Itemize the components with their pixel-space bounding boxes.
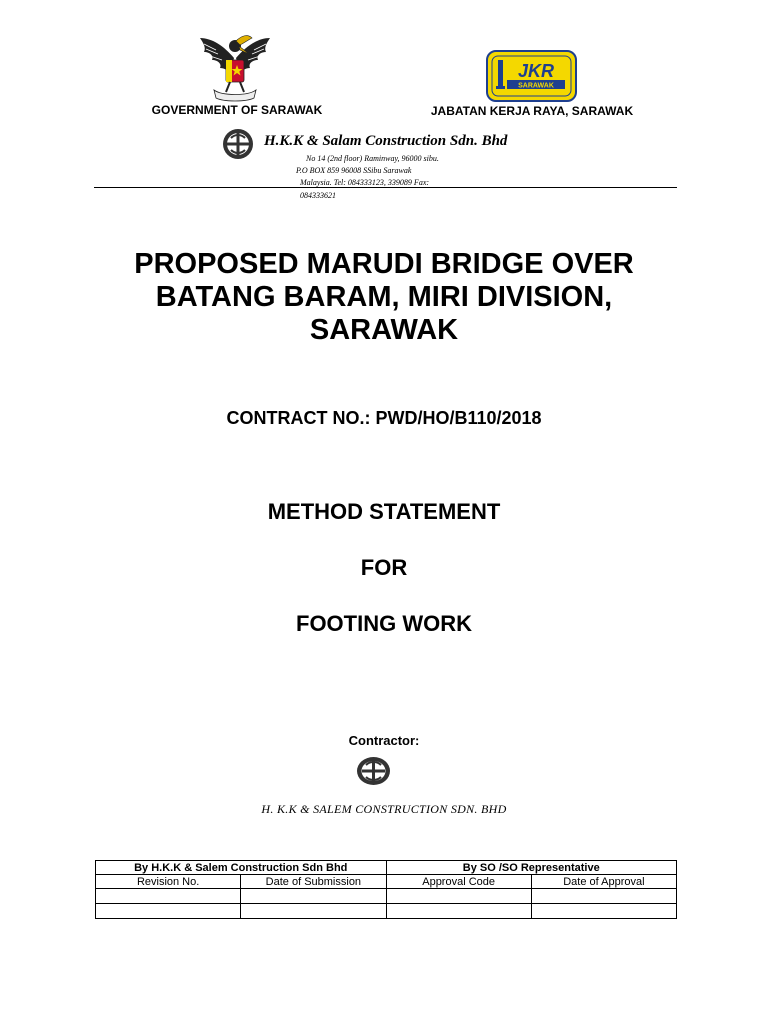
government-label: GOVERNMENT OF SARAWAK bbox=[151, 103, 323, 117]
column-header-submission-date: Date of Submission bbox=[241, 875, 386, 889]
company-name: H.K.K & Salam Construction Sdn. Bhd bbox=[264, 133, 508, 149]
project-title-line: BATANG BARAM, MIRI DIVISION, bbox=[155, 281, 613, 313]
header-divider bbox=[94, 187, 677, 188]
address-line: Malaysia. Tel: 084333123, 339089 Fax: bbox=[300, 178, 430, 187]
table-cell bbox=[386, 904, 531, 919]
table-group-row bbox=[96, 861, 677, 875]
address-line: No 14 (2nd floor) Raminway, 96000 sibu. bbox=[306, 154, 439, 163]
table-cell bbox=[241, 904, 386, 919]
table-cell bbox=[96, 889, 241, 904]
table-row bbox=[96, 889, 677, 904]
address-line: P.O BOX 859 96008 SSibu Sarawak bbox=[296, 166, 412, 175]
hkk-emblem-icon bbox=[356, 756, 391, 786]
sarawak-crest-icon bbox=[196, 32, 274, 102]
column-header-revision: Revision No. bbox=[96, 875, 241, 889]
project-title bbox=[84, 248, 684, 347]
document-subject: FOOTING WORK bbox=[296, 611, 472, 636]
column-header-approval-code: Approval Code bbox=[386, 875, 531, 889]
group-header-so: By SO /SO Representative bbox=[386, 861, 677, 875]
jkr-logo-subtext: SARAWAK bbox=[518, 82, 554, 90]
document-type: METHOD STATEMENT bbox=[267, 499, 501, 524]
group-header-contractor: By H.K.K & Salem Construction Sdn Bhd bbox=[96, 861, 387, 875]
project-title-line: SARAWAK bbox=[309, 314, 459, 346]
document-for: FOR bbox=[360, 555, 408, 580]
table-cell bbox=[386, 889, 531, 904]
department-label: JABATAN KERJA RAYA, SARAWAK bbox=[430, 104, 634, 118]
hkk-emblem-icon bbox=[222, 128, 254, 160]
project-title-line: PROPOSED MARUDI BRIDGE OVER bbox=[134, 248, 634, 280]
approval-table bbox=[95, 860, 677, 919]
contract-number: CONTRACT NO.: PWD/HO/B110/2018 bbox=[226, 408, 542, 428]
table-row bbox=[96, 904, 677, 919]
jkr-logo-text: JKR bbox=[517, 61, 555, 81]
contractor-name: H. K.K & SALEM CONSTRUCTION SDN. BHD bbox=[261, 802, 507, 816]
column-header-approval-date: Date of Approval bbox=[531, 875, 676, 889]
table-cell bbox=[241, 889, 386, 904]
jkr-logo-icon bbox=[486, 50, 577, 102]
table-header-row bbox=[96, 875, 677, 889]
address-line: 084333621 bbox=[300, 191, 336, 200]
table-cell bbox=[96, 904, 241, 919]
contractor-label: Contractor: bbox=[348, 733, 420, 748]
table-cell bbox=[531, 889, 676, 904]
table-cell bbox=[531, 904, 676, 919]
